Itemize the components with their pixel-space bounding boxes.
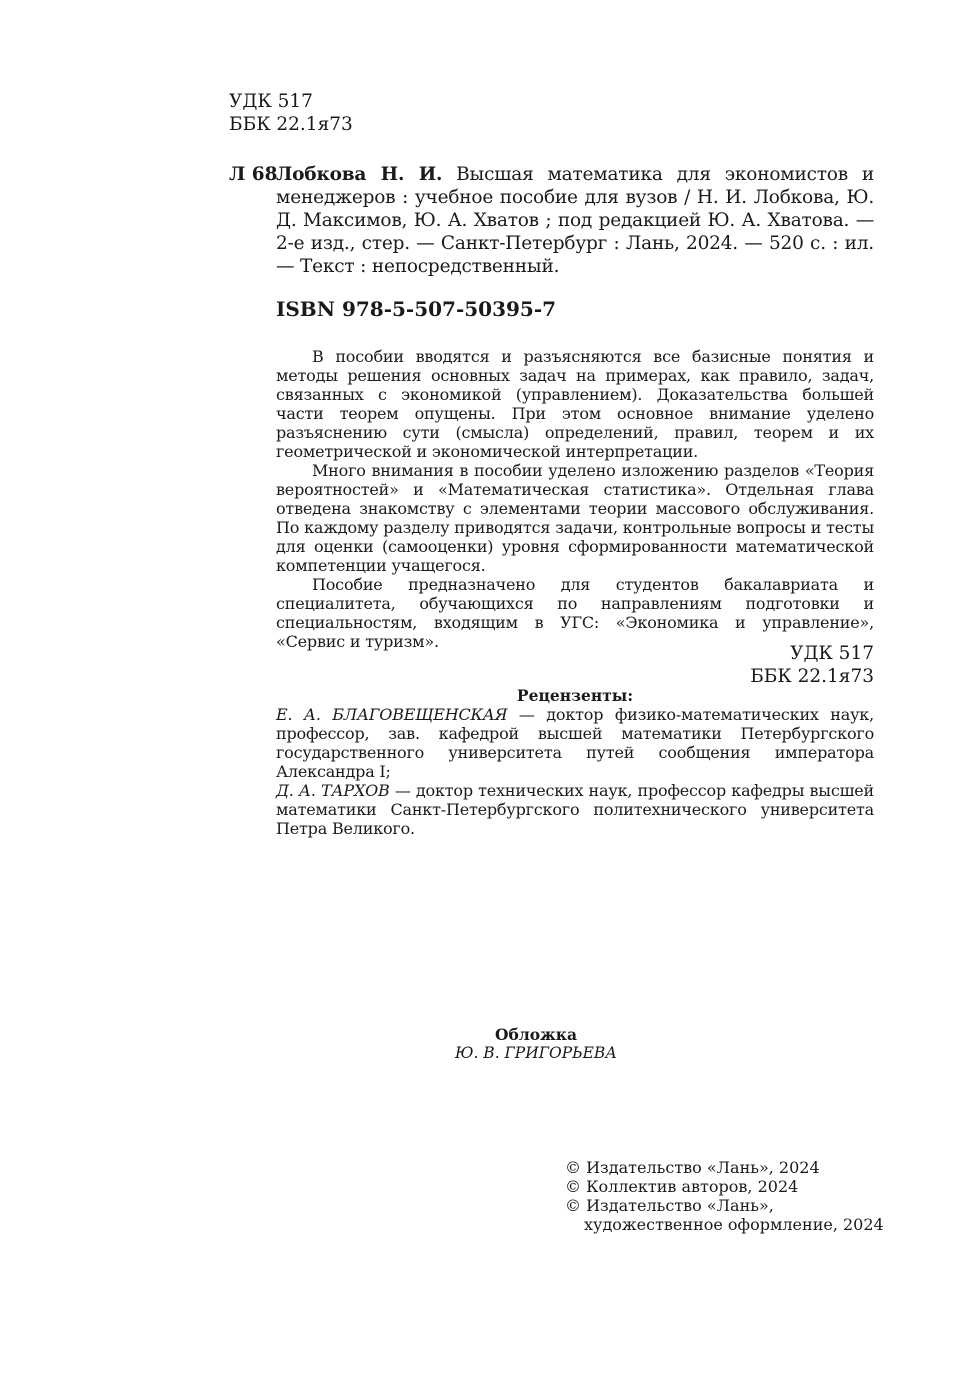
abstract-paragraph-3: Пособие предназначено для студентов бакалавриата и специалитета, обучающихся по направлениям подготовки и специальностям, входящим в УГС: «Экономика и управление», «Сервис и туризм». <box>276 575 874 651</box>
bottom-bbk: ББК 22.1я73 <box>750 666 874 687</box>
reviewer-2-text: — доктор технических наук, профессор кафедры высшей математики Санкт-Петербургского политехнического университета Петра Великого. <box>276 781 874 838</box>
copyright-line-2: © Коллектив авторов, 2024 <box>565 1177 799 1196</box>
reviewer-2-name: Д. А. ТАРХОВ <box>276 781 390 800</box>
entry-description <box>276 163 874 278</box>
top-codes <box>229 90 353 136</box>
reviewer-1 <box>276 705 874 781</box>
copyright-line-3b: художественное оформление, 2024 <box>584 1215 884 1234</box>
reviewer-2 <box>276 781 874 838</box>
reviewer-1-text: — доктор физико-математических наук, профессор, зав. кафедрой высшей математики Петербургского государственного университета путей сообщения императора Александра I; <box>276 705 874 781</box>
bottom-codes <box>600 642 874 688</box>
entry-code: Л 68 <box>229 164 278 185</box>
copyright-block <box>565 1158 884 1234</box>
reviewer-1-name: Е. А. БЛАГОВЕЩЕНСКАЯ <box>276 705 508 724</box>
reviewers-list <box>276 705 874 838</box>
cover-heading: Обложка <box>495 1025 577 1044</box>
abstract-paragraph-2: Много внимания в пособии уделено изложению разделов «Теория вероятностей» и «Математическая статистика». Отдельная глава отведена знакомству с элементами теории массового обслуживания. По каждому разделу приводятся задачи, контрольные вопросы и тесты для оценки (самооценки) уровня сформированности математической компетенции учащегося. <box>276 461 874 575</box>
top-bbk: ББК 22.1я73 <box>229 114 353 135</box>
isbn: ISBN 978-5-507-50395-7 <box>276 297 557 321</box>
abstract-paragraph-1: В пособии вводятся и разъясняются все базисные понятия и методы решения основных задач на примерах, как правило, задач, связанных с экономикой (управлением). Доказательства большей части теорем опущены. При этом основное внимание уделено разъяснению сути (смысла) определений, правил, теорем и их геометрической и экономической интерпретации. <box>276 347 874 461</box>
copyright-line-1: © Издательство «Лань», 2024 <box>565 1158 820 1177</box>
bottom-udk: УДК 517 <box>790 643 874 664</box>
cover-credit <box>276 1026 796 1062</box>
abstract <box>276 347 874 651</box>
cover-name: Ю. В. ГРИГОРЬЕВА <box>454 1044 618 1062</box>
top-udk: УДК 517 <box>229 91 313 112</box>
reviewers-heading: Рецензенты: <box>516 686 634 705</box>
entry-author: Лобкова Н. И. <box>276 164 443 185</box>
copyright-line-3a: © Издательство «Лань», <box>565 1196 774 1215</box>
entry-text: Высшая математика для экономистов и менеджеров : учебное пособие для вузов / Н. И. Лобкова, Ю. Д. Максимов, Ю. А. Хватов ; под редакцией Ю. А. Хватова. — 2-е изд., стер. — Санкт-Петербург : Лань, 2024. — 520 с. : ил. — Текст : непосредственный. <box>276 164 874 277</box>
